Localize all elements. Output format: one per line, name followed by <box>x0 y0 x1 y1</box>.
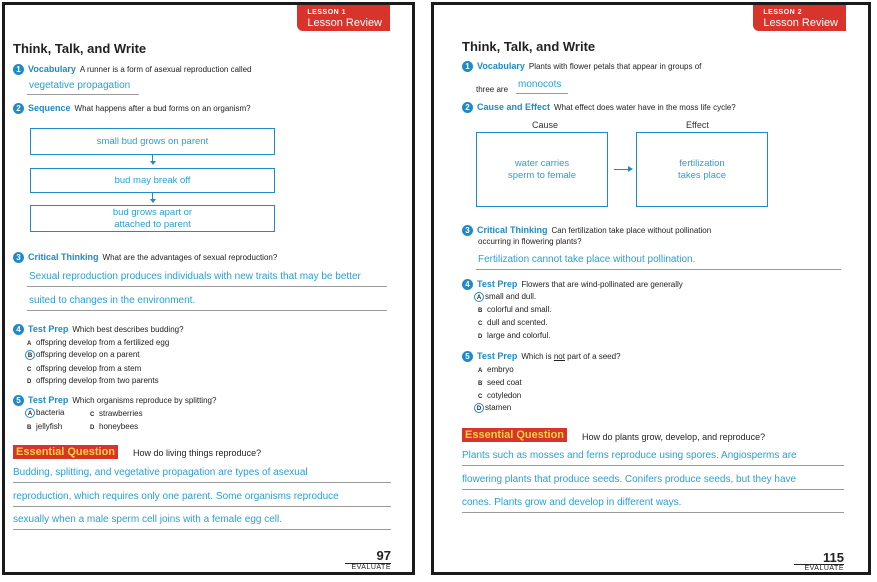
question-4 <box>462 279 683 290</box>
answer-text: reproduction, which requires only one parent. Some organisms reproduce <box>13 491 339 502</box>
answer-line <box>476 269 841 270</box>
cause-line-2: sperm to female <box>507 169 577 181</box>
answer-text: flowering plants that produce seeds. Conifers produce seeds, but they have <box>462 474 797 485</box>
cause-box <box>476 132 608 207</box>
answer-text: sexually when a male sperm cell joins with a female egg cell. <box>13 514 283 525</box>
arrow-down-icon <box>150 161 156 165</box>
question-keyword: Critical Thinking <box>477 225 548 235</box>
answer-circle: A <box>474 292 484 302</box>
question-keyword: Sequence <box>28 103 71 113</box>
page-heading: Think, Talk, and Write <box>13 41 147 56</box>
answer-line <box>462 465 844 466</box>
question-number: 1 <box>462 61 473 72</box>
page-lesson-1 <box>2 2 415 575</box>
option-b-selected[interactable]: B offspring develop on a parent <box>25 350 139 360</box>
option-b[interactable]: B colorful and small. <box>478 305 552 314</box>
answer-line <box>13 529 391 530</box>
lesson-tab <box>297 5 390 31</box>
question-keyword: Test Prep <box>28 324 69 334</box>
cause-header: Cause <box>532 120 559 130</box>
option-a-selected[interactable]: A small and dull. <box>474 292 536 302</box>
option-d[interactable]: D honeybees <box>90 422 139 431</box>
option-a[interactable]: A embryo <box>478 365 514 374</box>
lesson-tab <box>753 5 846 31</box>
sequence-box-1: small bud grows on parent <box>30 128 275 155</box>
question-keyword: Cause and Effect <box>477 102 551 112</box>
option-c[interactable]: C dull and scented. <box>478 318 548 327</box>
answer-line <box>27 286 387 287</box>
question-2 <box>462 102 736 113</box>
answer-line <box>27 310 387 311</box>
answer-line <box>13 482 391 483</box>
question-number: 5 <box>13 395 24 406</box>
question-text: Plants with flower petals that appear in groups of <box>528 62 702 71</box>
option-b[interactable]: B jellyfish <box>27 422 63 431</box>
question-5: 5 Test Prep Which is not part of a seed? <box>462 351 621 362</box>
page-lesson-2 <box>431 2 871 575</box>
answer-line <box>27 94 139 95</box>
question-text: Which organisms reproduce by splitting? <box>72 396 217 405</box>
arrow-down-icon <box>150 199 156 203</box>
question-1 <box>462 61 701 72</box>
answer-line <box>462 489 844 490</box>
option-d[interactable]: D large and colorful. <box>478 331 551 340</box>
question-number: 4 <box>462 279 473 290</box>
answer-text: Fertilization cannot take place without pollination. <box>478 254 696 265</box>
question-keyword: Vocabulary <box>477 61 525 71</box>
question-number: 4 <box>13 324 24 335</box>
question-number: 2 <box>13 103 24 114</box>
question-text: Can fertilization take place without pollination <box>551 226 712 235</box>
option-d[interactable]: D offspring develop from two parents <box>27 376 159 385</box>
essential-question-label: Essential Question <box>462 428 567 442</box>
answer-circle: D <box>474 403 484 413</box>
question-keyword: Critical Thinking <box>28 252 99 262</box>
question-text: Which best describes budding? <box>72 325 184 334</box>
effect-line-1: fertilization <box>679 157 725 169</box>
answer-circle: A <box>25 408 35 418</box>
question-number: 5 <box>462 351 473 362</box>
question-4 <box>13 324 184 335</box>
question-keyword: Test Prep <box>28 395 69 405</box>
question-text: Flowers that are wind-pollinated are generally <box>521 280 683 289</box>
question-text-cont: three are <box>476 85 509 94</box>
lesson-title: Lesson Review <box>763 17 838 29</box>
question-number: 2 <box>462 102 473 113</box>
footer-evaluate: EVALUATE <box>351 564 391 571</box>
answer-line <box>462 512 844 513</box>
option-d-selected[interactable]: D stamen <box>474 403 511 413</box>
answer-line <box>516 93 568 94</box>
page-heading: Think, Talk, and Write <box>462 39 596 54</box>
question-text: What are the advantages of sexual reproduction? <box>102 253 278 262</box>
question-number: 3 <box>462 225 473 236</box>
question-2 <box>13 103 251 114</box>
question-1 <box>13 64 252 75</box>
essential-question-label: Essential Question <box>13 445 118 459</box>
question-number: 1 <box>13 64 24 75</box>
answer-text: Sexual reproduction produces individuals with new traits that may be better <box>29 271 361 282</box>
question-text-cont: occurring in flowering plants? <box>478 237 582 246</box>
option-c[interactable]: C offspring develop from a stem <box>27 364 142 373</box>
lesson-title: Lesson Review <box>307 17 382 29</box>
effect-box <box>636 132 768 207</box>
question-number: 3 <box>13 252 24 263</box>
cause-line-1: water carries <box>514 157 570 169</box>
answer-text: suited to changes in the environment. <box>29 295 196 306</box>
emphasis-not: not <box>553 352 565 361</box>
answer-text: vegetative propagation <box>29 80 131 91</box>
answer-text: monocots <box>518 79 562 90</box>
question-keyword: Vocabulary <box>28 64 76 74</box>
lesson-label: LESSON 1 <box>307 9 347 16</box>
effect-line-2: takes place <box>677 169 727 181</box>
question-text: What effect does water have in the moss life cycle? <box>554 103 736 112</box>
question-3 <box>462 225 711 236</box>
page-number: 115 <box>823 550 844 565</box>
arrow-right-icon <box>614 169 629 170</box>
footer-evaluate: EVALUATE <box>804 565 844 572</box>
question-3 <box>13 252 277 263</box>
essential-question-text: How do plants grow, develop, and reproduce? <box>582 432 766 442</box>
page-number: 97 <box>376 548 391 563</box>
lesson-label: LESSON 2 <box>763 9 803 16</box>
option-a-selected[interactable]: A bacteria <box>25 408 64 418</box>
answer-line <box>13 506 391 507</box>
option-c[interactable]: C strawberries <box>90 409 143 418</box>
question-text: What happens after a bud forms on an organism? <box>74 104 251 113</box>
sequence-box-3: bud grows apart or attached to parent <box>30 205 275 232</box>
answer-circle: B <box>25 350 35 360</box>
answer-text: Budding, splitting, and vegetative propagation are types of asexual <box>13 467 308 478</box>
sequence-box-2: bud may break off <box>30 168 275 193</box>
answer-text: cones. Plants grow and develop in different ways. <box>462 497 682 508</box>
option-c[interactable]: C cotyledon <box>478 391 522 400</box>
question-5 <box>13 395 216 406</box>
effect-header: Effect <box>686 120 709 130</box>
question-keyword: Test Prep <box>477 351 518 361</box>
question-keyword: Test Prep <box>477 279 518 289</box>
option-b[interactable]: B seed coat <box>478 378 522 387</box>
answer-text: Plants such as mosses and ferns reproduce using spores. Angiosperms are <box>462 450 797 461</box>
question-text: A runner is a form of asexual reproduction called <box>79 65 252 74</box>
essential-question-text: How do living things reproduce? <box>133 448 262 458</box>
option-a[interactable]: A offspring develop from a fertilized egg <box>27 338 170 347</box>
